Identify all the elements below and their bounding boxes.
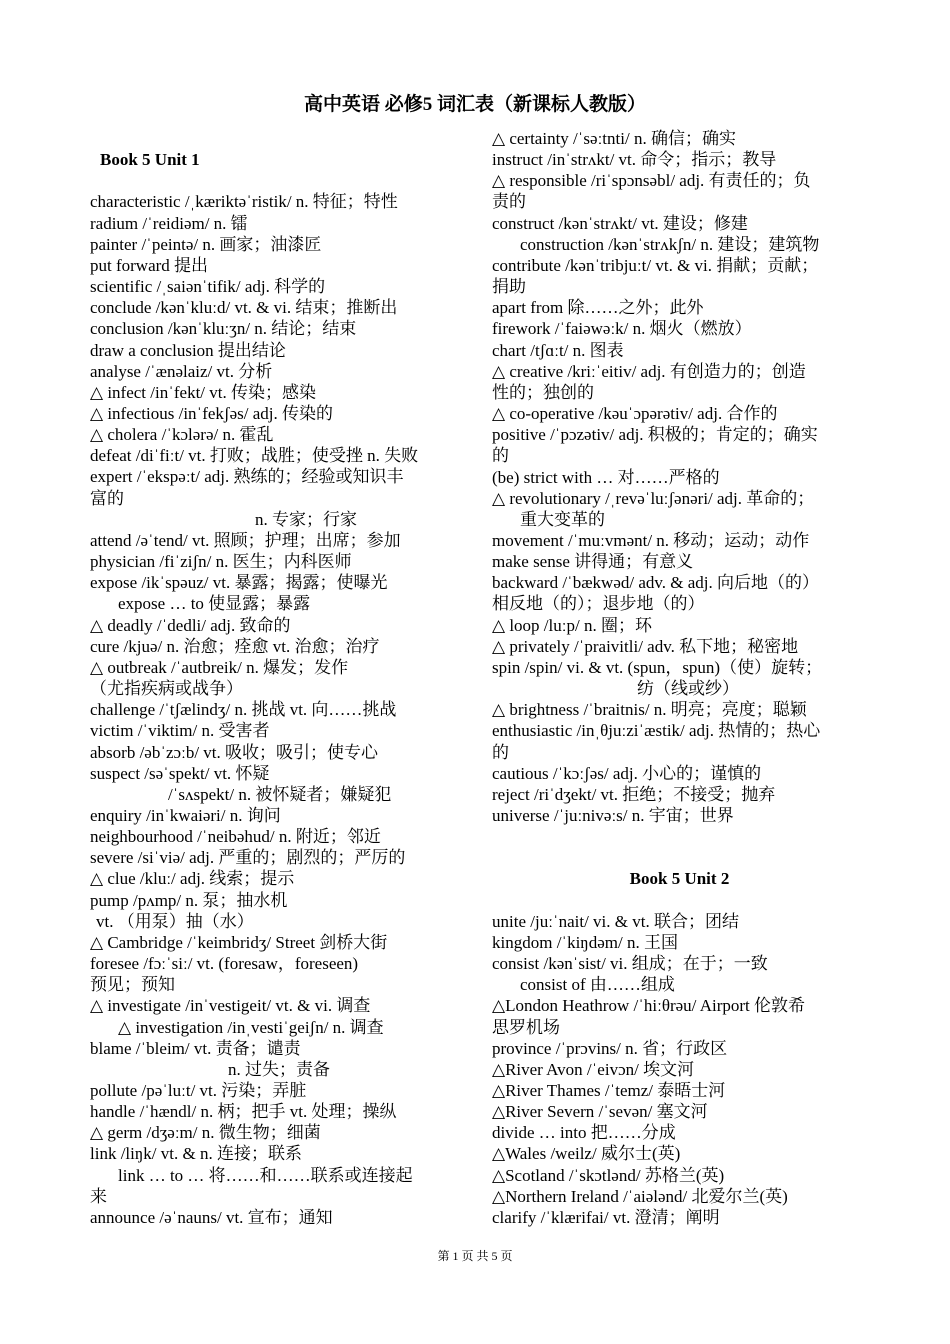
vocab-line: △ privately /ˈpraivitli/ adv. 私下地；秘密地 (492, 636, 799, 656)
vocab-line: /ˈsʌspekt/ n. 被怀疑者；嫌疑犯 (168, 784, 392, 804)
vocab-line: pollute /pəˈluːt/ vt. 污染；弄脏 (90, 1081, 307, 1100)
vocab-line: △ infectious /inˈfekʃəs/ adj. 传染的 (90, 404, 333, 423)
vocab-line: 思罗机场 (492, 1017, 560, 1037)
vocab-line: 来 (90, 1186, 107, 1206)
vocab-line: △London Heathrow /ˈhiːθrəu/ Airport 伦敦希 (492, 996, 805, 1016)
vocab-line: 相反地（的）；退步地（的） (492, 594, 705, 614)
vocab-line: △River Thames /ˈtemz/ 泰晤士河 (492, 1080, 726, 1100)
vocab-line: handle /ˈhændl/ n. 柄；把手 vt. 处理；操纵 (90, 1102, 397, 1122)
vocab-line: △ certainty /ˈsəːtnti/ n. 确信；确实 (492, 129, 736, 148)
vocab-line: link /liŋk/ vt. & n. 连接；联系 (90, 1144, 302, 1164)
unit-heading: Book 5 Unit 2 (629, 869, 730, 889)
vocab-line: △ loop /luːp/ n. 圈；环 (492, 615, 652, 635)
blank-line (492, 890, 867, 911)
vocab-line: enthusiastic /inˌθjuːziˈæstik/ adj. 热情的；热心 (492, 721, 821, 741)
page-footer: 第 1 页 共 5 页 (437, 1249, 513, 1263)
blank-line (90, 170, 465, 191)
vocab-line: instruct /inˈstrʌkt/ vt. 命令；指示；教导 (492, 150, 777, 170)
vocab-line: n. 专家；行家 (255, 509, 357, 529)
vocab-line: expose … to 使显露；暴露 (118, 594, 311, 614)
vocab-line: cautious /ˈkɔːʃəs/ adj. 小心的；谨慎的 (492, 763, 762, 783)
vocabulary-column-left (90, 128, 465, 1228)
vocab-line: △ creative /kriːˈeitiv/ adj. 有创造力的；创造 (492, 361, 806, 381)
vocab-line: analyse /ˈænəlaiz/ vt. 分析 (90, 361, 273, 381)
vocab-line: △ Cambridge /ˈkeimbridʒ/ Street 剑桥大街 (90, 932, 388, 952)
vocab-line: enquiry /inˈkwaiəri/ n. 询问 (90, 805, 281, 825)
vocab-line: positive /ˈpɔzətiv/ adj. 积极的；肯定的；确实 (492, 425, 818, 445)
vocab-line: △River Severn /ˈsevən/ 塞文河 (492, 1102, 708, 1122)
vocab-line: △Wales /weilz/ 威尔士(英) (492, 1144, 681, 1164)
vocab-line: 重大变革的 (520, 509, 605, 529)
vocab-line: △River Avon /ˈeivɔn/ 埃文河 (492, 1059, 695, 1079)
vocab-line: 责的 (492, 192, 526, 212)
vocab-line: victim /ˈviktim/ n. 受害者 (90, 721, 270, 741)
vocab-line: severe /siˈviə/ adj. 严重的；剧烈的；严厉的 (90, 848, 406, 868)
vocab-line: draw a conclusion 提出结论 (90, 340, 286, 360)
vocab-line: △ investigation /inˌvestiˈgeiʃn/ n. 调查 (118, 1017, 384, 1037)
vocab-line: conclusion /kənˈkluːʒn/ n. 结论；结束 (90, 319, 357, 339)
vocab-line: suspect /səˈspekt/ vt. 怀疑 (90, 763, 270, 783)
vocab-line: △ cholera /ˈkɔlərə/ n. 霍乱 (90, 425, 274, 445)
vocab-line: construction /kənˈstrʌkʃn/ n. 建设；建筑物 (520, 234, 820, 254)
vocab-line: （尤指疾病或战争） (90, 679, 243, 699)
vocab-line: attend /əˈtend/ vt. 照顾；护理；出席；参加 (90, 530, 401, 550)
vocab-line: announce /əˈnauns/ vt. 宣布；通知 (90, 1207, 333, 1227)
vocab-line: characteristic /ˌkæriktəˈristik/ n. 特征；特性 (90, 192, 398, 212)
vocab-line: △ brightness /ˈbraitnis/ n. 明亮；亮度；聪颖 (492, 700, 807, 720)
vocab-line: spin /spin/ vi. & vt. (spun，spun)（使）旋转； (492, 657, 823, 677)
vocab-line: conclude /kənˈkluːd/ vt. & vi. 结束；推断出 (90, 298, 398, 318)
vocab-line: foresee /fɔːˈsiː/ vt. (foresaw，foreseen) (90, 954, 359, 974)
vocab-line: universe /ˈjuːnivəːs/ n. 宇宙；世界 (492, 806, 734, 825)
vocab-line: △Scotland /ˈskɔtlənd/ 苏格兰(英) (492, 1165, 725, 1185)
vocab-line: reject /riˈdʒekt/ vt. 拒绝；不接受；抛弃 (492, 784, 776, 804)
vocab-line: construct /kənˈstrʌkt/ vt. 建设；修建 (492, 213, 748, 233)
vocab-line: movement /ˈmuːvmənt/ n. 移动；运动；动作 (492, 530, 810, 550)
vocab-line: △ outbreak /ˈautbreik/ n. 爆发；发作 (90, 657, 349, 677)
vocab-line: 的 (492, 742, 509, 762)
blank-line (492, 847, 867, 868)
vocab-line: 纺（线或纱） (637, 679, 739, 699)
vocab-line: 富的 (90, 488, 124, 508)
vocab-line: expert /ˈekspəːt/ adj. 熟练的；经验或知识丰 (90, 467, 404, 487)
vocab-line: physician /fiˈziʃn/ n. 医生；内科医师 (90, 552, 352, 572)
vocab-line: absorb /əbˈzɔːb/ vt. 吸收；吸引；使专心 (90, 742, 379, 762)
vocabulary-column-right (492, 128, 867, 1228)
vocab-line: vt. （用泵）抽（水） (96, 911, 254, 931)
vocab-line: △ infect /inˈfekt/ vt. 传染；感染 (90, 382, 317, 402)
unit-heading: Book 5 Unit 1 (100, 150, 200, 170)
blank-line (492, 826, 867, 847)
vocab-line: 性的；独创的 (492, 382, 594, 402)
vocab-line: chart /tʃɑːt/ n. 图表 (492, 340, 624, 360)
vocab-line: △ revolutionary /ˌrevəˈluːʃənəri/ adj. 革命的； (492, 488, 815, 508)
vocab-line: 的 (492, 446, 509, 466)
vocab-line: pump /pʌmp/ n. 泵；抽水机 (90, 890, 288, 910)
vocab-line: neighbourhood /ˈneibəhud/ n. 附近；邻近 (90, 827, 381, 847)
vocab-line: (be) strict with … 对……严格的 (492, 467, 720, 487)
vocab-line: △ responsible /riˈspɔnsəbl/ adj. 有责任的；负 (492, 171, 811, 191)
vocab-line: △Northern Ireland /ˈaiələnd/ 北爱尔兰(英) (492, 1186, 788, 1206)
vocab-line: consist of 由……组成 (520, 975, 675, 995)
vocab-line: apart from 除……之外；此外 (492, 298, 704, 318)
vocab-line: make sense 讲得通；有意义 (492, 552, 694, 572)
vocab-line: clarify /ˈklærifai/ vt. 澄清；阐明 (492, 1207, 720, 1227)
vocab-line: 预见；预知 (90, 975, 175, 995)
vocab-line: △ co-operative /kəuˈɔpərətiv/ adj. 合作的 (492, 404, 778, 424)
vocab-line: province /ˈprɔvins/ n. 省；行政区 (492, 1038, 728, 1058)
vocab-line: scientific /ˌsaiənˈtifik/ adj. 科学的 (90, 277, 326, 297)
vocab-line: put forward 提出 (90, 255, 209, 275)
vocab-line: △ clue /kluː/ adj. 线索；提示 (90, 869, 295, 889)
vocab-line: △ germ /dʒəːm/ n. 微生物；细菌 (90, 1123, 321, 1143)
vocab-line: backward /ˈbækwəd/ adv. & adj. 向后地（的） (492, 573, 820, 593)
vocab-line: cure /kjuə/ n. 治愈；痊愈 vt. 治愈；治疗 (90, 636, 380, 656)
vocab-line: link … to … 将……和……联系或连接起 (118, 1165, 413, 1185)
vocab-line: radium /ˈreidiəm/ n. 镭 (90, 213, 248, 233)
page-title: 高中英语 必修5 词汇表（新课标人教版） (303, 94, 646, 115)
vocab-line: n. 过失；责备 (228, 1059, 330, 1079)
vocab-line: divide … into 把……分成 (492, 1123, 676, 1143)
vocab-line: painter /ˈpeintə/ n. 画家；油漆匠 (90, 234, 322, 254)
vocab-line: △ investigate /inˈvestigeit/ vt. & vi. 调查 (90, 996, 371, 1016)
vocab-line: firework /ˈfaiəwəːk/ n. 烟火（燃放） (492, 319, 752, 339)
vocab-line: challenge /ˈtʃælindʒ/ n. 挑战 vt. 向……挑战 (90, 700, 397, 720)
vocab-line: defeat /diˈfiːt/ vt. 打败；战胜；使受挫 n. 失败 (90, 446, 419, 466)
vocab-line: kingdom /ˈkiŋdəm/ n. 王国 (492, 932, 678, 952)
vocab-line: blame /ˈbleim/ vt. 责备；谴责 (90, 1038, 301, 1058)
vocab-line: consist /kənˈsist/ vi. 组成；在于；一致 (492, 954, 768, 974)
vocab-line: △ deadly /ˈdedli/ adj. 致命的 (90, 615, 291, 635)
vocab-line: unite /juːˈnait/ vi. & vt. 联合；团结 (492, 911, 739, 931)
vocab-line: contribute /kənˈtribjuːt/ vt. & vi. 捐献；贡献； (492, 255, 819, 275)
vocab-line: 捐助 (492, 277, 526, 297)
blank-line (90, 128, 465, 149)
vocab-line: expose /ikˈspəuz/ vt. 暴露；揭露；使曝光 (90, 573, 388, 593)
